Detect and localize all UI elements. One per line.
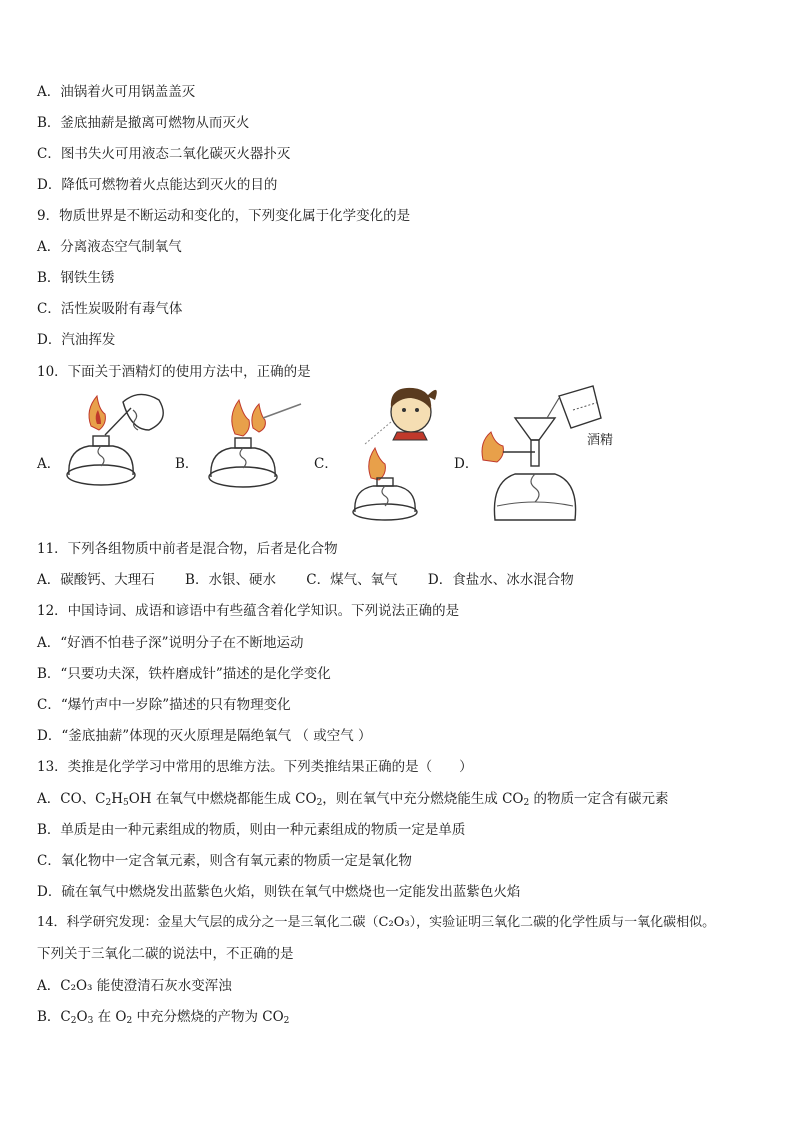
q10-label-b: B． — [175, 456, 199, 472]
q11-options — [37, 571, 600, 589]
q13-option-d: D．硫在氧气中燃烧发出蓝紫色火焰，则铁在氧气中燃烧也一定能发出蓝紫色火焰 — [37, 884, 521, 900]
q11-option-a: A．碳酸钙、大理石 — [37, 572, 155, 588]
q8-option-b: B．釜底抽薪是撤离可燃物从而灭火 — [37, 115, 250, 131]
q14-option-a: A．C₂O₃ 能使澄清石灰水变浑浊 — [37, 978, 232, 994]
q11-option-b: B．水银、硬水 — [185, 572, 276, 588]
q10-figure-c-blowing-out-lamp — [341, 378, 471, 523]
q9-option-d: D．汽油挥发 — [37, 332, 116, 348]
q9-stem: 9．物质世界是不断运动和变化的，下列变化属于化学变化的是 — [37, 208, 411, 224]
q10-figure-d-label: 酒精 — [587, 433, 614, 448]
q13-option-a: A．CO、$C_2H_5OH$ 在氧气中燃烧都能生成 $CO_2$，则在氧气中充分燃烧能生成 $CO_2$ 的物质一定含有碳元素 — [37, 791, 669, 808]
q12-option-b: B．“只要功夫深，铁杵磨成针”描述的是化学变化 — [37, 666, 331, 682]
q8-option-a: A．油锅着火可用锅盖盖灭 — [37, 84, 196, 100]
q10-figure-b-lighting-with-match — [197, 392, 317, 492]
q10-label-a: A． — [37, 456, 61, 472]
q11-option-d: D．食盐水、冰水混合物 — [427, 572, 574, 588]
q9-option-a: A．分离液态空气制氧气 — [37, 239, 182, 255]
q13-option-c: C．氧化物中一定含氧元素，则含有氧元素的物质一定是氧化物 — [37, 853, 412, 869]
q10-label-d: D． — [454, 456, 479, 472]
q12-option-c: C．“爆竹声中一岁除”描述的只有物理变化 — [37, 697, 291, 713]
q10-figures — [37, 382, 757, 532]
q10-figure-a-lamp-lighting-from-another-lamp — [61, 390, 181, 490]
q13-option-b: B．单质是由一种元素组成的物质，则由一种元素组成的物质一定是单质 — [37, 822, 466, 838]
q14-option-b: B．$C_2O_3$ 在 $O_2$ 中充分燃烧的产物为 $CO_2$ — [37, 1009, 290, 1026]
q14-stem: 14．科学研究发现：金星大气层的成分之一是三氧化二碳（C₂O₃），实验证明三氧化二碳的化学性质与一氧化碳相似。 — [37, 915, 716, 930]
q12-option-a: A．“好酒不怕巷子深”说明分子在不断地运动 — [37, 635, 304, 651]
q10-figure-d-adding-alcohol-to-lit-lamp — [475, 382, 625, 522]
q11-option-c: C．煤气、氧气 — [306, 572, 398, 588]
q12-stem: 12．中国诗词、成语和谚语中有些蕴含着化学知识。下列说法正确的是 — [37, 603, 460, 619]
q13-stem: 13．类推是化学学习中常用的思维方法。下列类推结果正确的是（ ） — [37, 759, 473, 775]
q8-option-d: D．降低可燃物着火点能达到灭火的目的 — [37, 177, 278, 193]
q11-stem: 11．下列各组物质中前者是混合物，后者是化合物 — [37, 541, 338, 557]
q9-option-b: B．钢铁生锈 — [37, 270, 115, 286]
q14-substem: 下列关于三氧化二碳的说法中，不正确的是 — [37, 946, 294, 962]
q9-option-c: C．活性炭吸附有毒气体 — [37, 301, 183, 317]
q8-option-c: C．图书失火可用液态二氧化碳灭火器扑灭 — [37, 146, 291, 162]
q12-option-d: D．“釜底抽薪”体现的灭火原理是隔绝氧气 （ 或空气 ） — [37, 728, 372, 744]
q10-label-c: C． — [314, 456, 338, 472]
q10-stem: 10．下面关于酒精灯的使用方法中，正确的是 — [37, 364, 311, 380]
